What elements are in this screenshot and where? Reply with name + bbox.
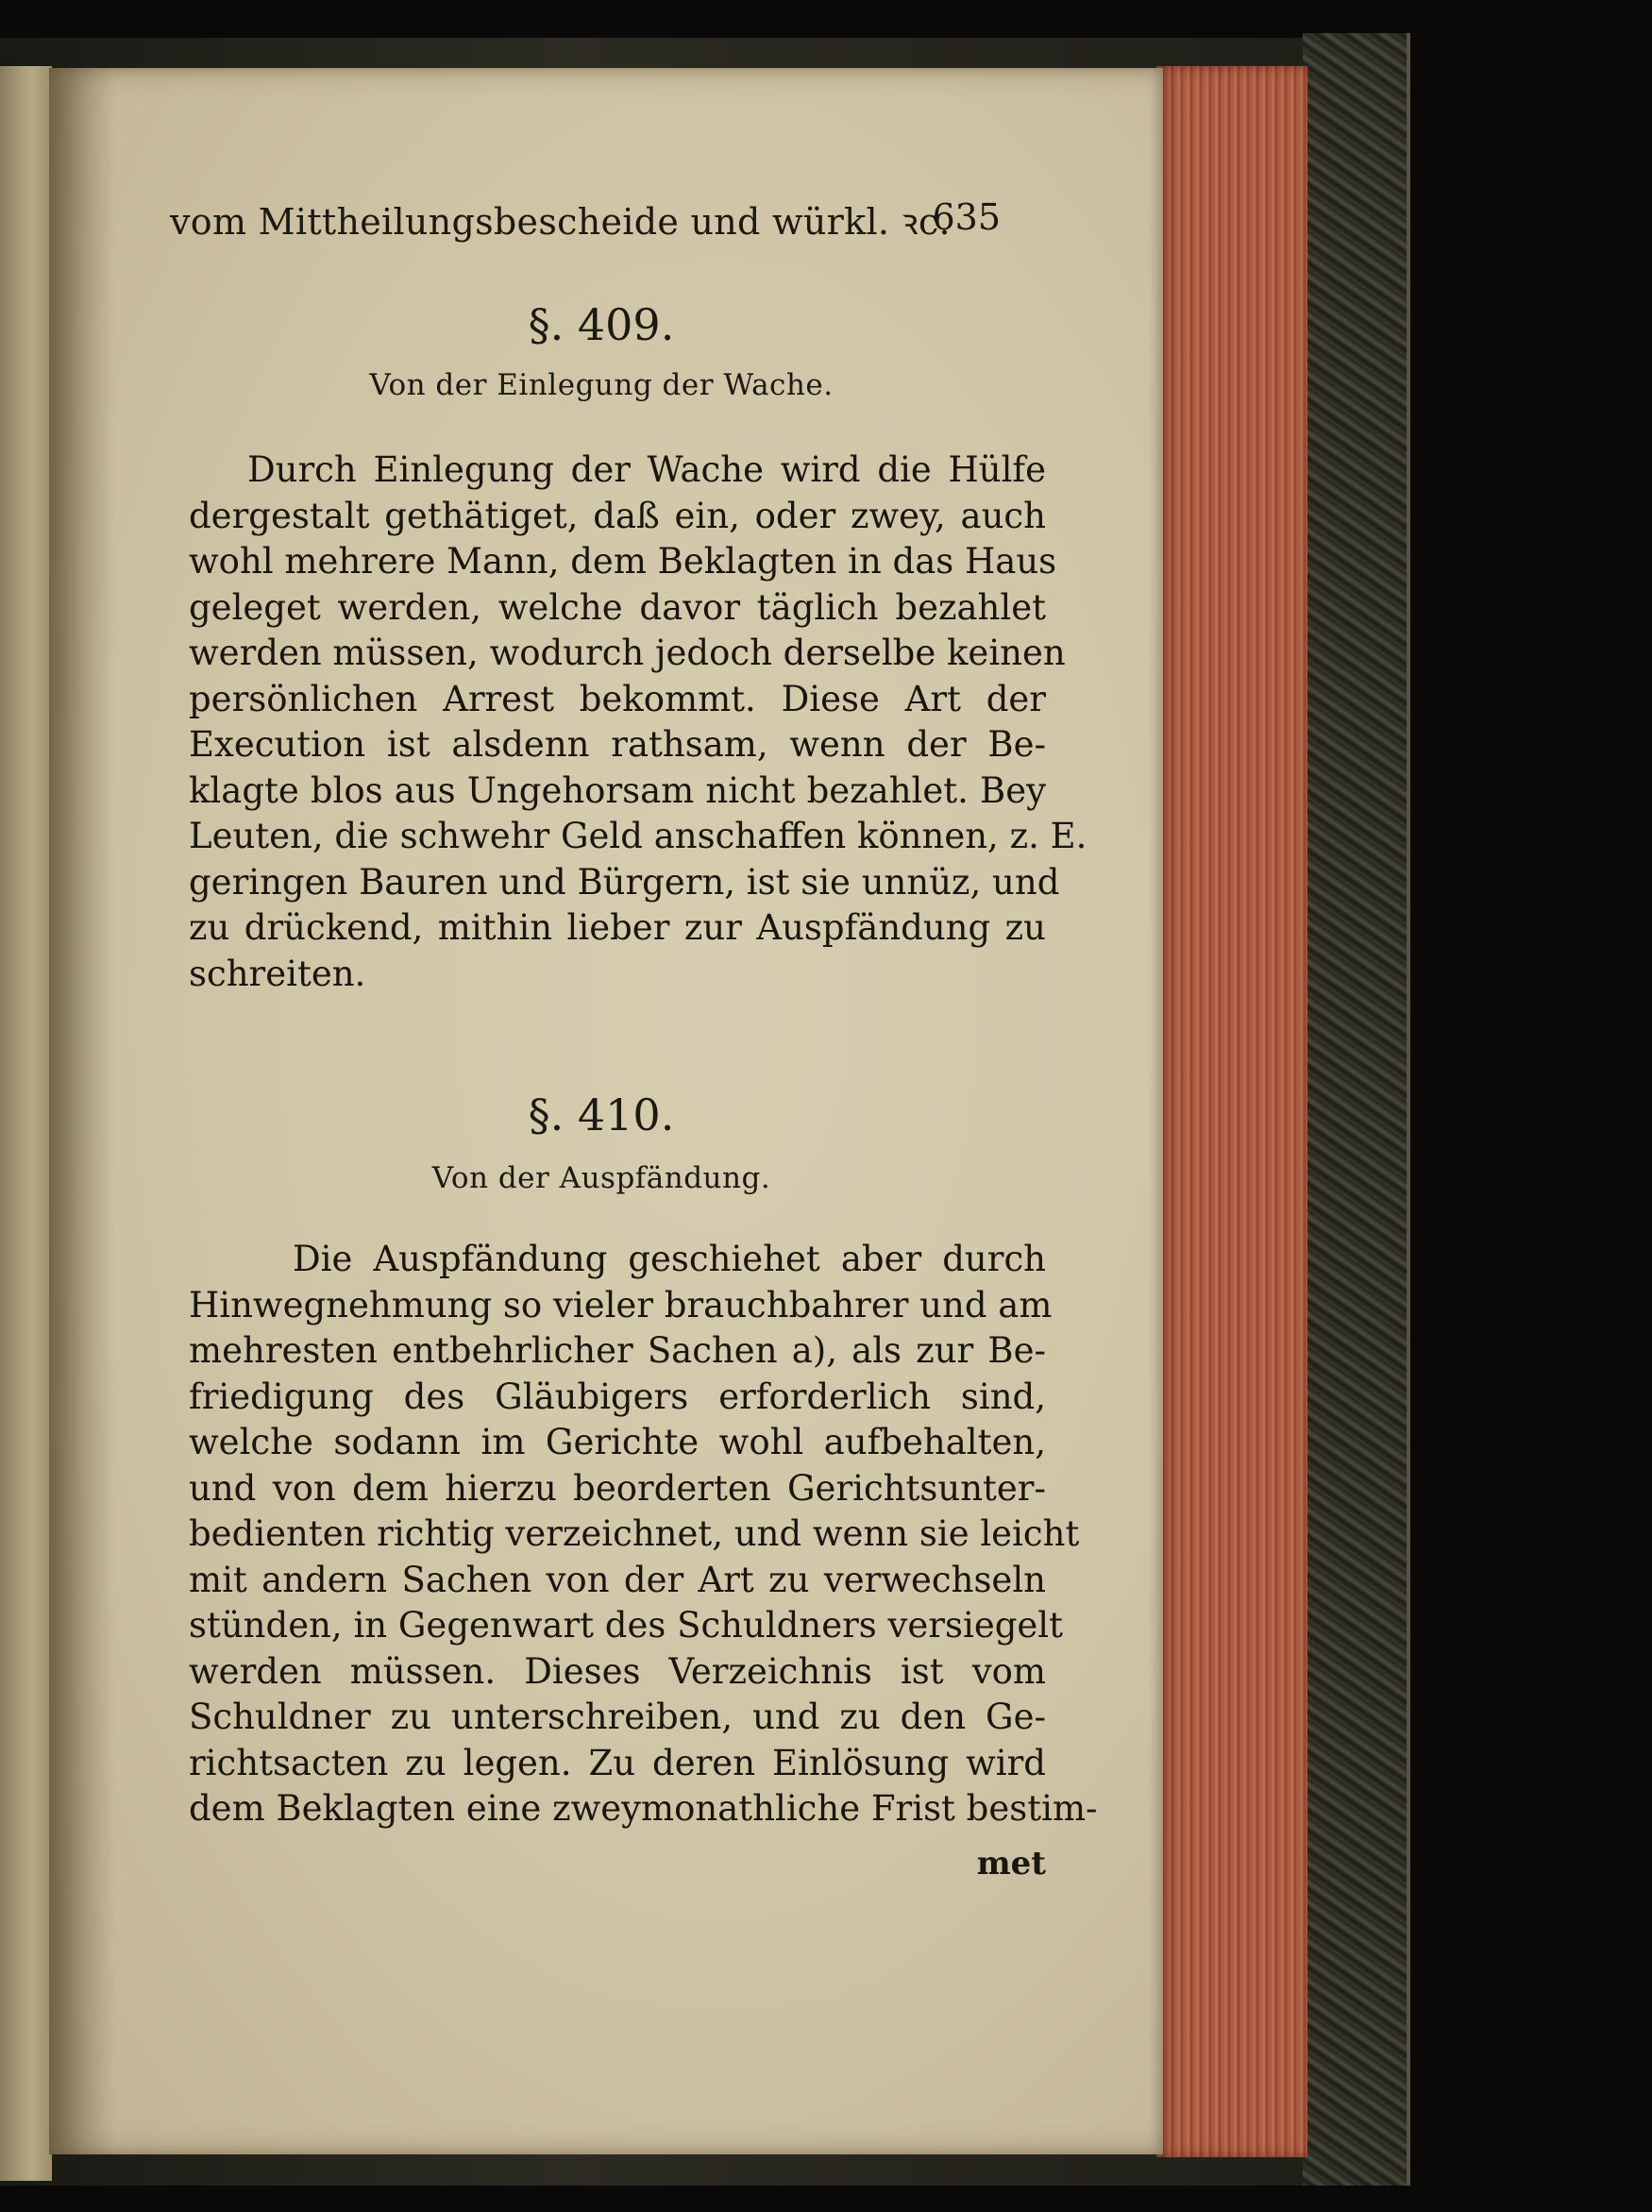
- page-number: 635: [932, 196, 1001, 238]
- paragraph-410: [189, 1237, 1098, 1883]
- text-line: dem Beklagten eine zweymonathliche Frist bestim-: [189, 1788, 1098, 1829]
- running-header: [170, 196, 1001, 253]
- text-line: Schuldner zu unterschreiben, und zu den Ge-: [189, 1697, 1046, 1737]
- section-title-410: Von der Auspfändung.: [431, 1161, 771, 1195]
- gutter-shadow: [49, 68, 115, 2154]
- text-line: Die Auspfändung geschiehet aber durch: [293, 1239, 1046, 1279]
- paragraph-409: [189, 447, 1087, 997]
- text-line: mit andern Sachen von der Art zu verwechseln: [189, 1559, 1046, 1600]
- text-line: bedienten richtig verzeichnet, und wenn sie leicht: [189, 1513, 1080, 1554]
- text-line: Durch Einlegung der Wache wird die Hülfe: [247, 449, 1046, 490]
- text-line: mehresten entbehrlicher Sachen a), als zur Be-: [189, 1330, 1046, 1371]
- section-title-409: Von der Einlegung der Wache.: [369, 368, 834, 402]
- text-line: persönlichen Arrest bekommt. Diese Art der: [189, 678, 1046, 719]
- text-line: geringen Bauren und Bürgern, ist sie unnüz, und: [189, 861, 1060, 903]
- text-line: friedigung des Gläubigers erforderlich sind,: [189, 1376, 1046, 1417]
- text-line: Hinwegnehmung so vieler brauchbahrer und am: [189, 1284, 1053, 1326]
- text-line: und von dem hierzu beorderten Gerichtsunter-: [189, 1467, 1046, 1509]
- running-title: vom Mittheilungsbescheide und würkl. ꝛc.: [170, 201, 951, 243]
- text-line: werden müssen, wodurch jedoch derselbe keinen: [189, 633, 1066, 673]
- text-line: dergestalt gethätiget, daß ein, oder zwey, auch: [189, 495, 1046, 536]
- section-number-409: §. 409.: [528, 299, 675, 350]
- facing-page-edge: [0, 66, 52, 2181]
- text-line: welche sodann im Gerichte wohl aufbehalten,: [189, 1422, 1046, 1462]
- page-block-red-edge: [1156, 66, 1307, 2157]
- text-line: klagte blos aus Ungehorsam nicht bezahlet. Bey: [189, 769, 1046, 811]
- catchword: met: [976, 1845, 1046, 1883]
- text-line: stünden, in Gegenwart des Schuldners versiegelt: [189, 1605, 1064, 1646]
- book-page: [49, 68, 1163, 2154]
- text-line: wohl mehrere Mann, dem Beklagten in das Haus: [189, 541, 1057, 582]
- text-line: geleget werden, welche davor täglich bezahlet: [189, 586, 1046, 628]
- book-cover-marbled-edge: [1303, 33, 1410, 2186]
- text-line: Leuten, die schwehr Geld anschaffen können, z. E.: [189, 816, 1087, 856]
- section-number-410: §. 410.: [528, 1089, 675, 1140]
- text-line: richtsacten zu legen. Zu deren Einlösung wird: [189, 1742, 1046, 1783]
- text-line: schreiten.: [189, 953, 366, 994]
- text-line: werden müssen. Dieses Verzeichnis ist vom: [189, 1650, 1046, 1692]
- text-line: zu drückend, mithin lieber zur Auspfändung zu: [189, 907, 1046, 948]
- text-line: Execution ist alsdenn rathsam, wenn der Be-: [189, 724, 1046, 765]
